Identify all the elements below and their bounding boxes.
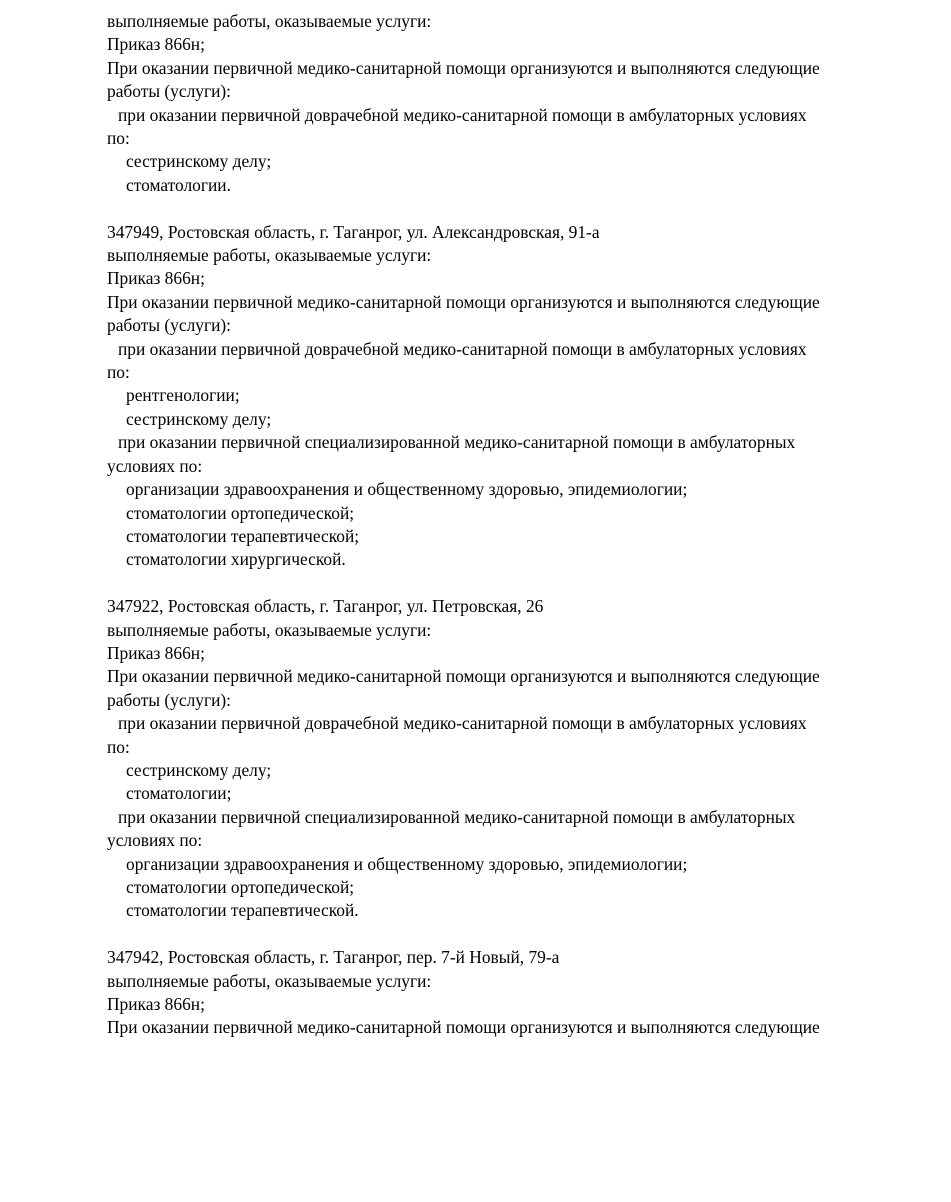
- service-item: стоматологии ортопедической;: [126, 877, 355, 897]
- service-item: организации здравоохранения и общественному здоровью, эпидемиологии;: [126, 853, 688, 874]
- service-item: сестринскому делу;: [126, 759, 272, 780]
- address-block: [107, 946, 907, 1040]
- text-line: При оказании первичной медико-санитарной помощи организуются и выполняются следующие: [107, 666, 820, 687]
- text-line: При оказании первичной медико-санитарной помощи организуются и выполняются следующие: [107, 291, 820, 312]
- text-line: условиях по:: [107, 455, 203, 476]
- address-block: [107, 595, 907, 923]
- service-category: при оказании первичной доврачебной медико-санитарной помощи в амбулаторных условиях: [118, 104, 807, 125]
- text-line: работы (услуги):: [107, 689, 232, 710]
- text-line: выполняемые работы, оказываемые услуги:: [107, 245, 432, 266]
- block-separator: [107, 197, 907, 220]
- text-line: Приказ 866н;: [107, 642, 205, 663]
- service-item: стоматологии;: [126, 783, 232, 804]
- document-body: [107, 10, 907, 1040]
- text-line: Приказ 866н;: [107, 268, 205, 289]
- address-block: [107, 10, 907, 197]
- service-item: организации здравоохранения и общественному здоровью, эпидемиологии;: [126, 479, 688, 500]
- service-item: стоматологии терапевтической.: [126, 900, 359, 921]
- service-item: сестринскому делу;: [126, 408, 272, 429]
- service-item: стоматологии терапевтической;: [126, 525, 360, 546]
- text-line: условиях по:: [107, 830, 203, 851]
- service-item: сестринскому делу;: [126, 151, 272, 172]
- text-line: При оказании первичной медико-санитарной помощи организуются и выполняются следующие: [107, 1017, 820, 1038]
- address-line: 347942, Ростовская область, г. Таганрог, пер. 7-й Новый, 79-а: [107, 947, 560, 968]
- address-line: 347949, Ростовская область, г. Таганрог, ул. Александровская, 91-а: [107, 221, 600, 242]
- service-item: стоматологии ортопедической;: [126, 502, 355, 523]
- text-line: Приказ 866н;: [107, 34, 205, 55]
- text-line: по:: [107, 362, 130, 383]
- block-separator: [107, 923, 907, 946]
- text-line: по:: [107, 128, 130, 149]
- service-category: при оказании первичной доврачебной медико-санитарной помощи в амбулаторных условиях: [118, 338, 807, 359]
- service-item: рентгенологии;: [126, 385, 240, 406]
- service-category: при оказании первичной специализированной медико-санитарной помощи в амбулаторных: [118, 432, 796, 453]
- service-item: стоматологии.: [126, 174, 231, 195]
- block-separator: [107, 572, 907, 595]
- address-line: 347922, Ростовская область, г. Таганрог, ул. Петровская, 26: [107, 596, 544, 617]
- text-line: выполняемые работы, оказываемые услуги:: [107, 970, 432, 991]
- text-line: выполняемые работы, оказываемые услуги:: [107, 11, 432, 31]
- service-category: при оказании первичной специализированной медико-санитарной помощи в амбулаторных: [118, 806, 796, 827]
- service-category: при оказании первичной доврачебной медико-санитарной помощи в амбулаторных условиях: [118, 713, 807, 734]
- service-item: стоматологии хирургической.: [126, 549, 346, 570]
- text-line: работы (услуги):: [107, 81, 232, 102]
- text-line: по:: [107, 736, 130, 757]
- text-line: При оказании первичной медико-санитарной помощи организуются и выполняются следующие: [107, 57, 820, 78]
- text-line: Приказ 866н;: [107, 994, 205, 1015]
- text-line: работы (услуги):: [107, 315, 232, 336]
- text-line: выполняемые работы, оказываемые услуги:: [107, 619, 432, 640]
- address-block: [107, 221, 907, 572]
